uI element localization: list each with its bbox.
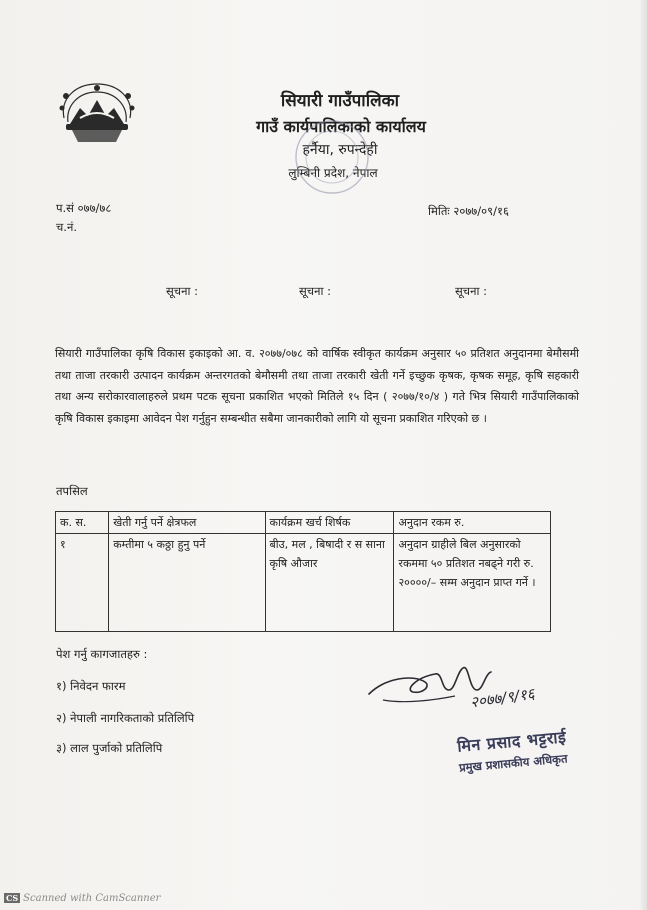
- table-row: [56, 534, 551, 632]
- table-header-row: [56, 512, 551, 534]
- notice-heading: सूचना :: [299, 284, 331, 298]
- dispatch-number: च.नं.: [56, 220, 77, 234]
- table-cell: १: [56, 534, 109, 632]
- column-header: खेती गर्नु पर्ने क्षेत्रफल: [109, 512, 265, 534]
- schedule-table: [55, 511, 551, 632]
- officer-title: प्रमुख प्रशासकीय अधिकृत: [458, 751, 569, 775]
- document-item: २) नेपाली नागरिकताको प्रतिलिपि: [56, 711, 195, 725]
- office-province: लुम्बिनी प्रदेश, नेपाल: [288, 166, 378, 180]
- column-header: क. स.: [56, 512, 109, 534]
- office-location: हर्नैया, रुपन्देही: [302, 142, 378, 158]
- documents-title: पेश गर्नु कागजातहरु :: [56, 647, 148, 661]
- table-cell: बीउ, मल , बिषादी र स साना कृषि औजार: [265, 534, 394, 632]
- scanner-watermark: [4, 893, 160, 904]
- notice-heading: सूचना :: [166, 284, 198, 298]
- camscanner-logo-icon: CS: [6, 893, 19, 903]
- column-header: कार्यक्रम खर्च शिर्षक: [265, 512, 394, 534]
- schedule-label: तपसिल: [56, 484, 88, 498]
- document-item: १) निवेदन फारम: [56, 679, 126, 693]
- table-cell: अनुदान ग्राहीले बिल अनुसारको रकममा ५० प्रतिशत नबढ्ने गरी रु. २००००/– सम्म अनुदान प्राप्त गर्ने ।: [394, 534, 551, 632]
- table-cell: कम्तीमा ५ कठ्ठा हुनु पर्ने: [109, 534, 265, 632]
- nepal-emblem-icon: [58, 78, 136, 148]
- notice-heading: सूचना :: [455, 284, 487, 298]
- office-stamp-icon: [293, 118, 371, 196]
- document-item: ३) लाल पुर्जाको प्रतिलिपि: [56, 741, 163, 755]
- office-subtitle: गाउँ कार्यपालिकाको कार्यालय: [256, 117, 426, 136]
- reference-number: प.सं ०७७/७८: [56, 201, 112, 215]
- notice-body: सियारी गाउँपालिका कृषि विकास इकाइको आ. व. २०७७/०७८ को वार्षिक स्वीकृत कार्यक्रम अनुसार ५० प्रतिशत अनुदानमा बेमौसमी तथा ताजा तरकारी उत्पादन कार्यक्रम अन्तरगतको बेमौसमी तथा ताजा तरकारी खेती गर्ने इच्छुक कृषक, कृषक समूह, कृषि सहकारी तथा अन्य सरोकारवालाहरुले प्रथम पटक सूचना प्रकाशित भएको मितिले १५ दिन ( २०७७/१०/४ ) गते भित्र सियारी गाउँपालिकाको कृषि विकास इकाइमा आवेदन पेश गर्नुहुन सम्बन्धीत सबैमा जानकारीको लागि यो सूचना प्रकाशित गरिएको छ ।: [55, 347, 579, 425]
- officer-name: मिन प्रसाद भट्टराई: [456, 727, 568, 756]
- watermark-text: Scanned with CamScanner: [23, 893, 161, 904]
- column-header: अनुदान रकम रु.: [394, 512, 551, 534]
- letter-date: मितिः २०७७/०९/१६: [428, 204, 509, 218]
- signature-date: २०७७/९/१६: [469, 684, 536, 712]
- office-name: सियारी गाउँपालिका: [280, 91, 400, 111]
